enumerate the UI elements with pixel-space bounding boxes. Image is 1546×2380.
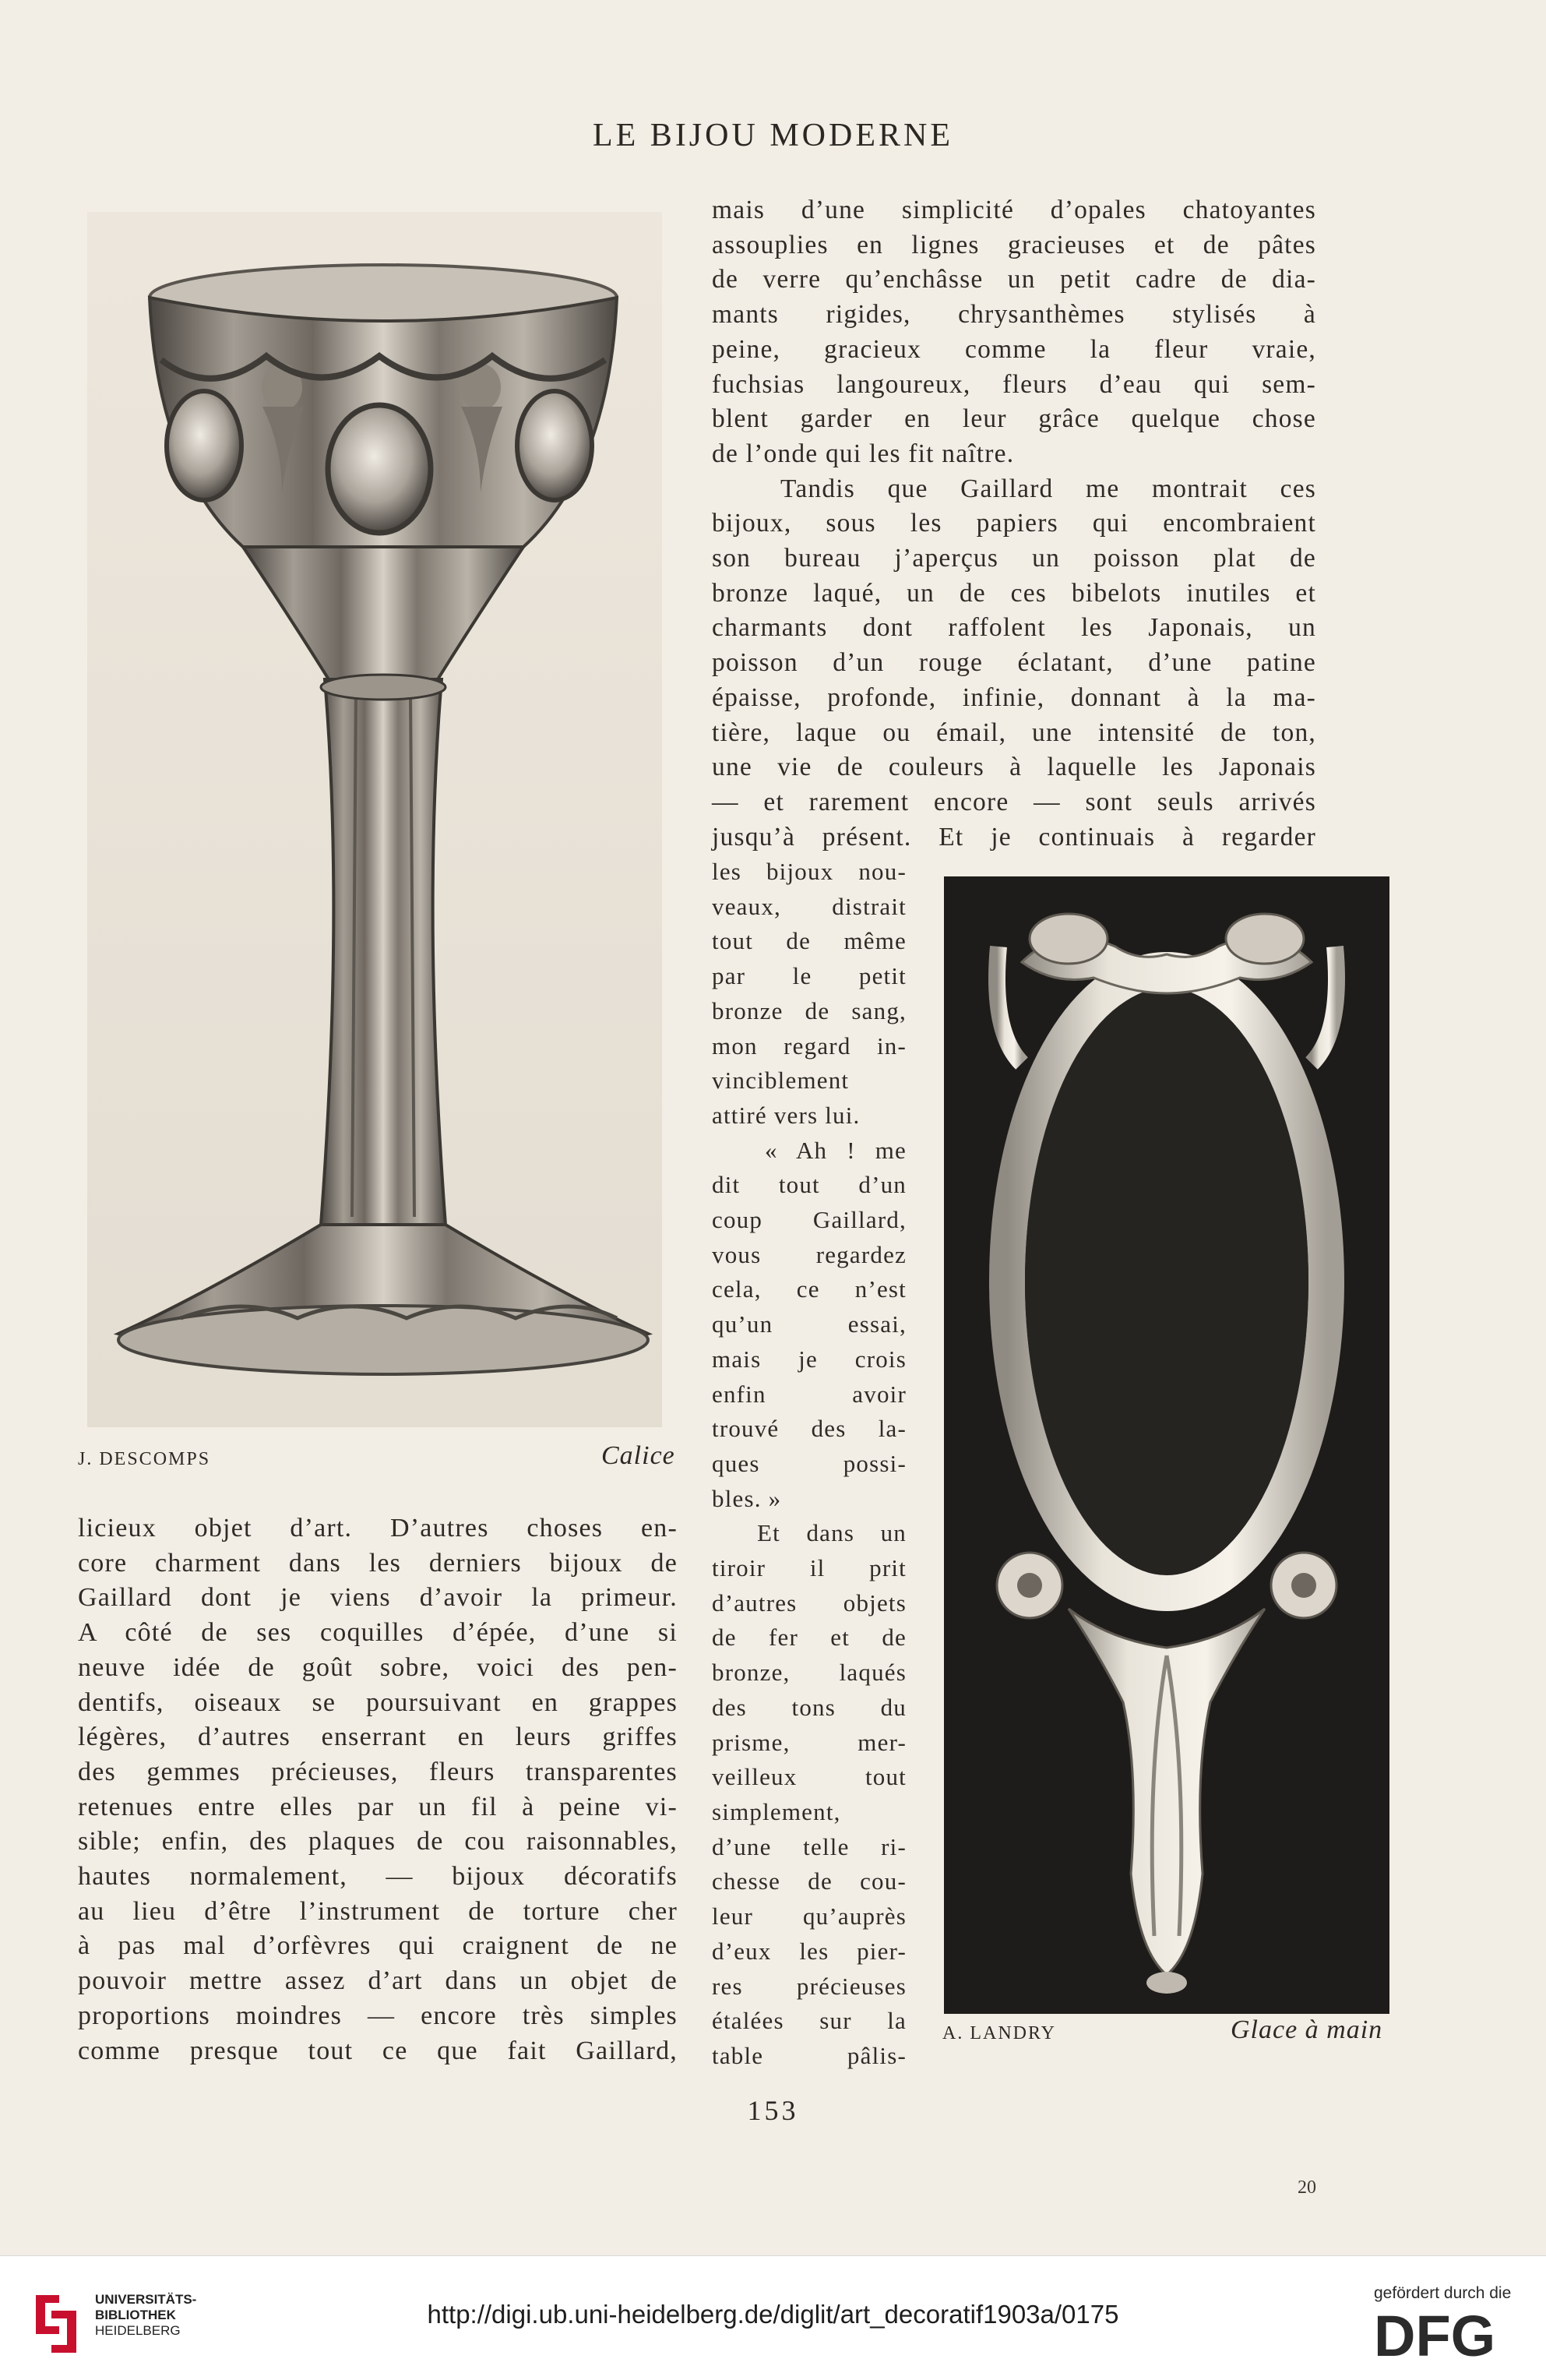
running-title: LE BIJOU MODERNE [593,118,953,153]
text-line: hautes normalement, — bijoux décoratifs [78,1862,678,1892]
text-line: mants rigides, chrysanthèmes stylisés à [712,300,1316,330]
signature-mark: 20 [1298,2177,1316,2198]
text-line: de verre qu’enchâsse un petit cadre de dia- [712,265,1316,294]
text-line: — et rarement encore — sont seuls arrivés [712,787,1316,816]
text-line: bijoux, sous les papiers qui encombraient [712,509,1316,538]
text-line: légères, d’autres enserrant en leurs griffes [78,1722,678,1752]
caption-artist-glace: A. LANDRY [942,2023,1057,2043]
text-line: « Ah ! me [765,1136,907,1164]
dfg-logo-icon [1374,2308,1527,2364]
text-line: dit tout d’un [712,1171,907,1199]
text-line: chesse de cou- [712,1867,907,1895]
text-line: d’eux les pier- [712,1937,907,1965]
text-line: fuchsias langoureux, fleurs d’eau qui sem- [712,369,1316,399]
text-line: pouvoir mettre assez d’art dans un objet de [78,1966,678,1996]
text-line: bles. » [712,1484,782,1512]
text-line: bronze de sang, [712,996,907,1024]
text-line: des gemmes précieuses, fleurs transparentes [78,1757,678,1786]
text-line: tiroir il prit [712,1554,907,1582]
library-name-line: HEIDELBERG [95,2323,181,2338]
text-line: veilleux tout [712,1763,907,1791]
text-line: au lieu d’être l’instrument de torture cher [78,1896,678,1926]
text-line: les bijoux nou- [712,858,907,885]
text-line: tout de même [712,927,907,955]
text-line: bronze, laqués [712,1659,907,1687]
text-line: trouvé des la- [712,1415,907,1443]
text-line: cela, ce n’est [712,1275,907,1303]
figure-glace-a-main [944,876,1389,2014]
text-line: attiré vers lui. [712,1101,861,1129]
text-line: épaisse, profonde, infinie, donnant à la ma- [712,682,1316,712]
text-line: vinciblement [712,1067,850,1095]
text-line: ques possi- [712,1449,907,1477]
text-line: mon regard in- [712,1031,907,1060]
text-line: blent garder en leur grâce quelque chose [712,404,1316,434]
text-line: vous regardez [712,1240,907,1268]
hand-mirror-photo [944,876,1389,2014]
text-line: sible; enfin, des plaques de cou raisonnables, [78,1827,678,1856]
text-line: proportions moindres — encore très simples [78,2001,678,2030]
left-column-bottom [78,1511,678,2068]
sponsor-label: gefördert durch die [1374,2284,1512,2302]
text-line: mais d’une simplicité d’opales chatoyantes [712,196,1316,224]
text-line: des tons du [712,1693,907,1721]
text-line: de l’onde qui les fit naître. [712,439,1015,468]
text-line: jusqu’à présent. Et je continuais à regarder [712,822,1316,852]
text-line: mais je crois [712,1345,907,1373]
text-line: licieux objet d’art. D’autres choses en- [78,1514,678,1543]
dfg-logo-text: DFG [1374,2308,1496,2364]
text-line: qu’un essai, [712,1310,907,1338]
text-line: son bureau j’aperçus un poisson plat de [712,544,1316,573]
text-line: leur qu’auprès [712,1902,907,1930]
permalink-url[interactable]: http://digi.ub.uni-heidelberg.de/diglit/art_decoratif1903a/0175 [427,2300,1119,2329]
text-line: d’autres objets [712,1588,907,1617]
page-number: 153 [747,2095,799,2126]
text-line: assouplies en lignes gracieuses et de pâtes [712,230,1316,259]
text-line: poisson d’un rouge éclatant, d’une patine [712,648,1316,678]
text-line: une vie de couleurs à laquelle les Japonais [712,753,1316,782]
caption-artist-calice: J. DESCOMPS [78,1449,211,1469]
caption-title-calice: Calice [601,1441,675,1470]
text-line: de fer et de [712,1624,907,1652]
text-line: Gaillard dont je viens d’avoir la primeur. [78,1583,678,1613]
right-column-top [712,193,1316,855]
text-line: coup Gaillard, [712,1206,907,1234]
text-line: à pas mal d’orfèvres qui craignent de ne [78,1931,678,1961]
text-line: bronze laqué, un de ces bibelots inutiles et [712,578,1316,608]
text-line: core charment dans les derniers bijoux de [78,1548,678,1578]
caption-title-glace: Glace à main [1231,2015,1383,2044]
text-line: A côté de ses coquilles d’épée, d’une si [78,1618,678,1648]
text-line: prisme, mer- [712,1728,907,1756]
figure-calice [87,212,662,1427]
text-line: Et dans un [757,1519,907,1547]
viewer-footer [0,2255,1546,2380]
library-name-line: BIBLIOTHEK [95,2308,176,2322]
text-line: peine, gracieux comme la fleur vraie, [712,334,1316,364]
goblet-photo [87,212,662,1427]
text-line: étalées sur la [712,2007,907,2035]
text-line: tière, laque ou émail, une intensité de ton, [712,718,1316,747]
text-line: table pâlis- [712,2041,907,2069]
text-line: charmants dont raffolent les Japonais, un [712,613,1316,643]
text-line: neuve idée de goût sobre, voici des pen- [78,1652,678,1682]
text-line: d’une telle ri- [712,1832,907,1860]
text-line: veaux, distrait [712,892,907,920]
text-line: simplement, [712,1797,841,1825]
right-column-narrow [712,855,907,2074]
text-line: par le petit [712,962,907,990]
text-line: enfin avoir [712,1380,907,1408]
text-line: Tandis que Gaillard me montrait ces [780,474,1316,503]
library-name-line: UNIVERSITÄTS- [95,2292,197,2307]
text-line: retenues entre elles par un fil à peine vi- [78,1792,678,1821]
text-line: res précieuses [712,1972,907,2000]
text-line: comme presque tout ce que fait Gaillard, [78,2036,678,2065]
text-line: dentifs, oiseaux se poursuivant en grappes [78,1687,678,1717]
